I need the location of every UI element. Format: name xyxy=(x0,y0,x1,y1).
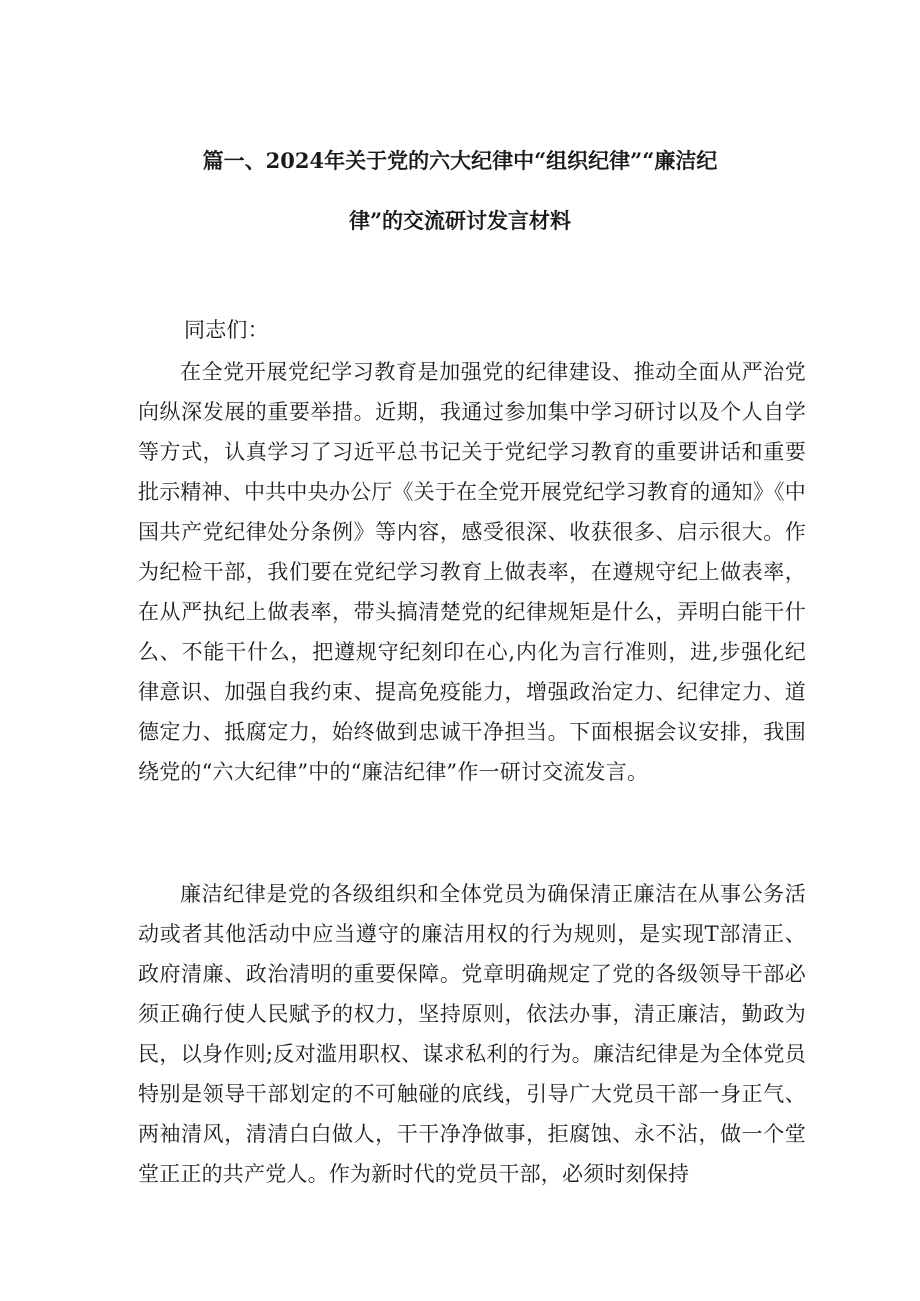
salutation: 同志们： xyxy=(184,318,269,342)
document-title-line-2: 律”的交流研讨发言材料 xyxy=(348,208,572,233)
document-title-line-1: 篇一、2024年关于党的六大纪律中“组织纪律”“廉洁纪 xyxy=(202,148,718,173)
paragraph-2: 廉洁纪律是党的各级组织和全体党员为确保清正廉洁在从事公务活动或者其他活动中应当遵守的廉洁用权的行为规则，是实现T部清正、政府清廉、政治清明的重要保障。党章明确规定了党的各级领导干部必须正确行使人民赋予的权力，坚持原则，依法办事，清正廉洁，勤政为民，以身作则;反对滥用职权、谋求私利的行为。廉洁纪律是为全体党员特别是领导干部划定的不可触碰的底线，引导广大党员干部一身正气、两袖清风，清清白白做人，干干净净做事，拒腐蚀、永不沾，做一个堂堂正正的共产党人。作为新时代的党员干部，必须时刻保持 xyxy=(138,882,806,1186)
paragraph-1: 在全党开展党纪学习教育是加强党的纪律建设、推动全面从严治党向纵深发展的重要举措。近期，我通过参加集中学习研讨以及个人自学等方式，认真学习了习近平总书记关于党纪学习教育的重要讲话和重要批示精神、中共中央办公厅《关于在全党开展党纪学习教育的通知》《中国共产党纪律处分条例》等内容，感受很深、收获很多、启示很大。作为纪检干部，我们要在党纪学习教育上做表率，在遵规守纪上做表率，在从严执纪上做表率，带头搞清楚党的纪律规矩是什么，弄明白能干什么、不能干什么，把遵规守纪刻印在心,内化为言行准则，进,步强化纪律意识、加强自我约束、提高免疫能力，增强政治定力、纪律定力、道德定力、抵腐定力，始终做到忠诚干净担当。下面根据会议安排，我围绕党的“六大纪律”中的“廉洁纪律”作一研讨交流发言。 xyxy=(138,360,806,784)
